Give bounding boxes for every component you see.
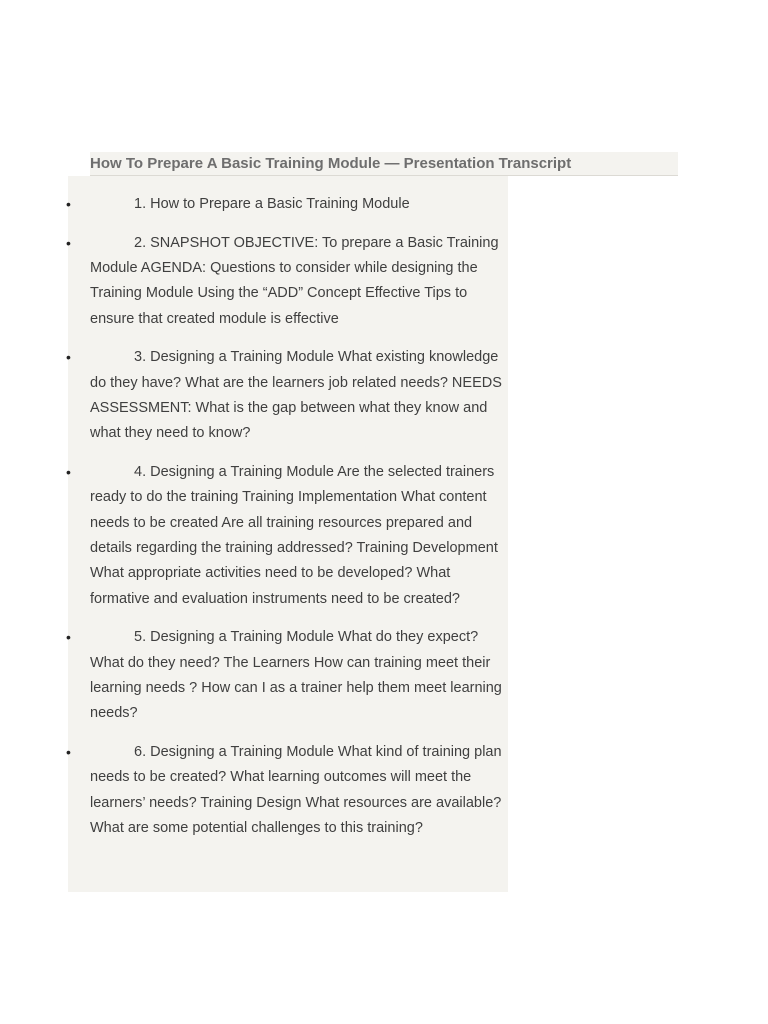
slide-text: 2. SNAPSHOT OBJECTIVE: To prepare a Basic Training Module AGENDA: Questions to consider while designing the Training Module Using the “ADD” Concept Effective Tips to ensure that created module is effective xyxy=(90,234,499,327)
list-item xyxy=(66,345,508,446)
slide-list xyxy=(66,192,508,855)
slide-text: 3. Designing a Training Module What existing knowledge do they have? What are the learners job related needs? NEEDS ASSESSMENT: What is the gap between what they know and what they need to know? xyxy=(90,349,502,442)
bullet-icon: • xyxy=(66,349,71,366)
slide-text: 1. How to Prepare a Basic Training Module xyxy=(134,196,410,212)
bullet-icon: • xyxy=(66,196,71,212)
bullet-icon: • xyxy=(66,464,71,481)
slide-text: 6. Designing a Training Module What kind of training plan needs to be created? What learning outcomes will meet the learners’ needs? Training Design What resources are available? What are some potential challenges to this training? xyxy=(90,744,502,837)
bullet-icon: • xyxy=(66,629,71,646)
list-item xyxy=(66,460,508,612)
transcript-header xyxy=(90,152,678,176)
list-item xyxy=(66,625,508,726)
list-item xyxy=(66,740,508,841)
bullet-icon: • xyxy=(66,744,71,761)
slide-text: 5. Designing a Training Module What do they expect? What do they need? The Learners How can training meet their learning needs ? How can I as a trainer help them meet learning needs? xyxy=(90,629,502,722)
list-item xyxy=(66,192,508,217)
list-item xyxy=(66,231,508,332)
page-title: How To Prepare A Basic Training Module — Presentation Transcript xyxy=(90,155,572,172)
bullet-icon: • xyxy=(66,234,71,251)
slide-text: 4. Designing a Training Module Are the selected trainers ready to do the training Training Implementation What content needs to be created Are all training resources prepared and details regarding the training addressed? Training Development What appropriate activities need to be developed? What formative and evaluation instruments need to be created? xyxy=(90,464,498,607)
